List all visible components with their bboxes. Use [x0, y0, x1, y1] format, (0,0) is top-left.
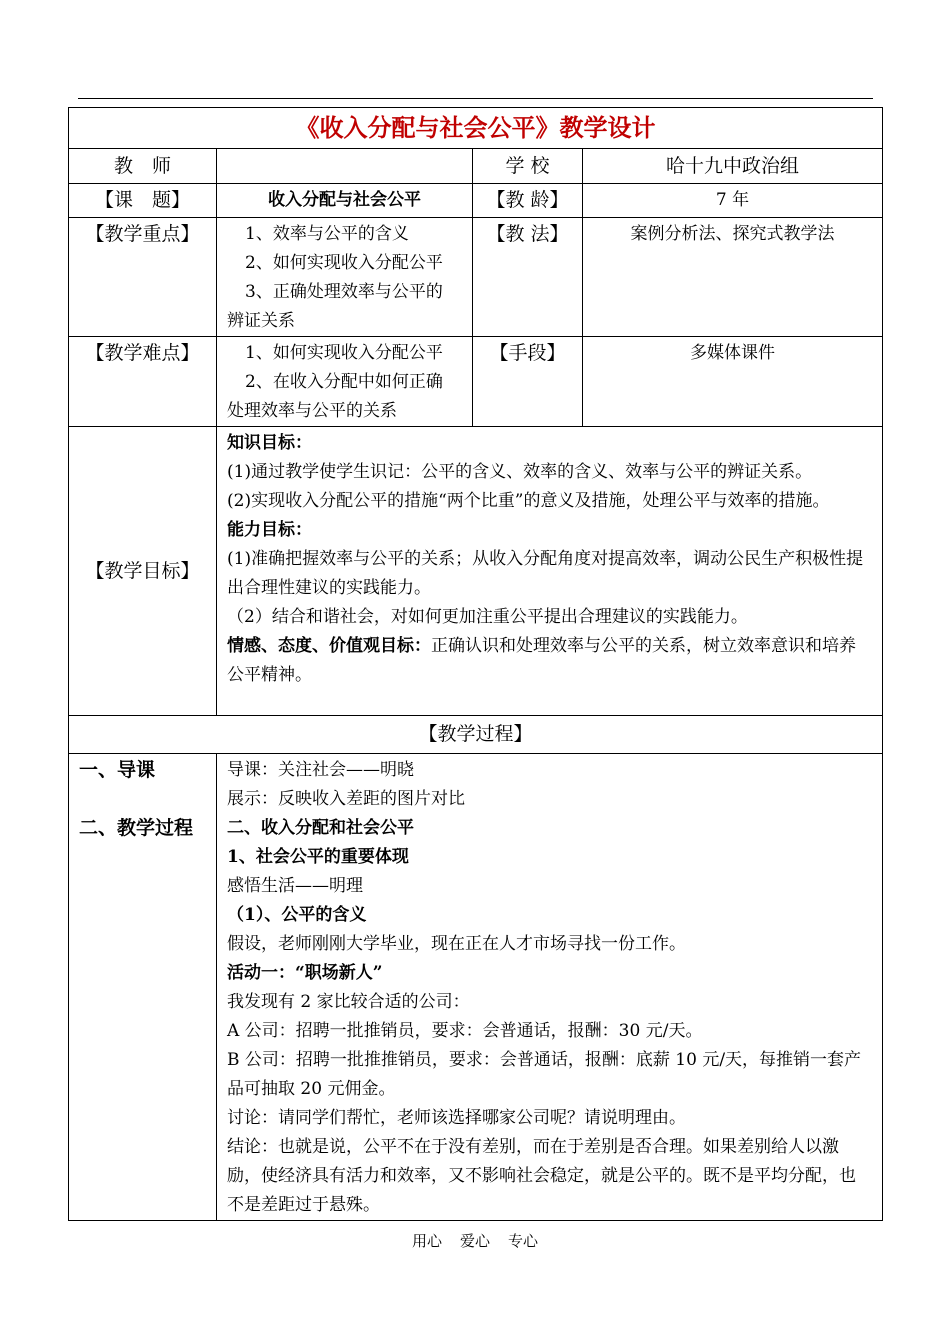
key-points-list [217, 218, 473, 337]
key-point-item: 3、正确处理效率与公平的 [245, 282, 443, 302]
years-value: 7 年 [583, 184, 883, 218]
process-row [69, 754, 883, 1221]
difficulty-item: 1、如何实现收入分配公平 [245, 343, 443, 363]
document-title: 《收入分配与社会公平》教学设计 [69, 108, 883, 149]
difficulty-label: 【教学难点】 [69, 337, 217, 427]
difficulty-item: 2、在收入分配中如何正确 [245, 372, 443, 392]
method-value: 案例分析法、探究式教学法 [583, 218, 883, 337]
key-points-label: 【教学重点】 [69, 218, 217, 337]
key-point-item: 1、效率与公平的含义 [245, 224, 409, 244]
header-rule [78, 98, 873, 99]
process-labels [69, 754, 217, 1221]
process-heading: 二、收入分配和社会公平 [227, 818, 414, 838]
key-points-row [69, 218, 883, 337]
process-header-row [69, 716, 883, 754]
process-line: 结论：也就是说，公平不在于没有差别，而在于差别是否合理。如果差别给人以激励，使经济具有活力和效率，又不影响社会稳定，就是公平的。既不是平均分配，也不是差距过于悬殊。 [227, 1137, 856, 1215]
topic-row [69, 184, 883, 218]
teacher-row [69, 149, 883, 184]
difficulty-item: 处理效率与公平的关系 [227, 401, 397, 421]
emotion-text: 正确认识和处理效率与公平的关系，树立效率意识和培养公平精神。 [227, 636, 856, 685]
means-value: 多媒体课件 [583, 337, 883, 427]
key-point-item: 2、如何实现收入分配公平 [245, 253, 443, 273]
process-content [217, 754, 883, 1221]
footer-text: 爱心 [459, 1232, 490, 1250]
difficulty-list [217, 337, 473, 427]
footer-text: 专心 [508, 1232, 539, 1250]
process-line: 讨论：请同学们帮忙，老师该选择哪家公司呢？请说明理由。 [227, 1108, 686, 1128]
knowledge-goal: (1)通过教学使学生识记：公平的含义、效率的含义、效率与公平的辨证关系。 [227, 462, 813, 482]
process-line: 我发现有 2 家比较合适的公司： [227, 992, 470, 1012]
process-line: A 公司：招聘一批推销员，要求：会普通话，报酬：30 元/天。 [227, 1021, 703, 1041]
emotion-heading: 情感、态度、价值观目标： [227, 636, 431, 656]
activity-heading: 活动一：“职场新人” [227, 963, 383, 983]
school-label: 学 校 [473, 149, 583, 184]
title-row [69, 108, 883, 149]
means-label: 【手段】 [473, 337, 583, 427]
process-header: 【教学过程】 [69, 716, 883, 754]
ability-goal: （2）结合和谐社会，对如何更加注重公平提出合理建议的实践能力。 [227, 607, 748, 627]
teacher-label: 教 师 [69, 149, 217, 184]
process-line: 感悟生活——明理 [227, 876, 363, 896]
emotion-goal [227, 632, 872, 690]
ability-goal: (1)准确把握效率与公平的关系；从收入分配角度对提高效率，调动公民生产积极性提出合理性建议的实践能力。 [227, 549, 864, 598]
knowledge-goal: (2)实现收入分配公平的措施“两个比重”的意义及措施，处理公平与效率的措施。 [227, 491, 830, 511]
footer-text: 用心 [411, 1232, 442, 1250]
key-point-item: 辨证关系 [227, 311, 295, 331]
process-heading: （1）、公平的含义 [227, 905, 367, 925]
process-line: 导课：关注社会——明晓 [227, 760, 414, 780]
process-line: 假设，老师刚刚大学毕业，现在正在人才市场寻找一份工作。 [227, 934, 686, 954]
school-value: 哈十九中政治组 [583, 149, 883, 184]
page-footer [0, 1230, 950, 1251]
ability-heading: 能力目标： [227, 520, 312, 540]
process-line: 展示：反映收入差距的图片对比 [227, 789, 465, 809]
process-heading: 1、社会公平的重要体现 [227, 847, 409, 867]
topic-value: 收入分配与社会公平 [217, 184, 473, 218]
section-label: 一、导课 [79, 759, 156, 781]
section-label: 二、教学过程 [79, 817, 194, 839]
teacher-value [217, 149, 473, 184]
lesson-plan-table [68, 107, 883, 1221]
process-line: B 公司：招聘一批推推销员，要求：会普通话，报酬：底薪 10 元/天，每推销一套产品可抽取 20 元佣金。 [227, 1050, 862, 1099]
goals-row [69, 427, 883, 716]
topic-label: 【课 题】 [69, 184, 217, 218]
difficulty-row [69, 337, 883, 427]
years-label: 【教 龄】 [473, 184, 583, 218]
goals-label: 【教学目标】 [69, 427, 217, 716]
knowledge-heading: 知识目标： [227, 433, 312, 453]
method-label: 【教 法】 [473, 218, 583, 337]
goals-content [217, 427, 883, 716]
